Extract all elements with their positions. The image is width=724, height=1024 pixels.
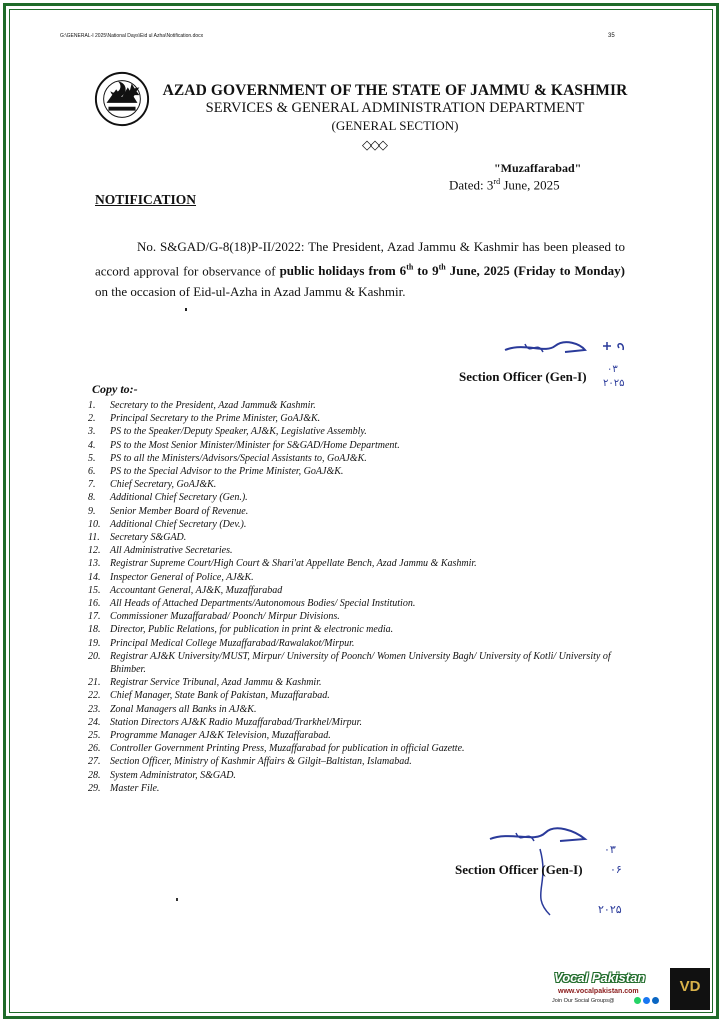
header-department-name: SERVICES & GENERAL ADMINISTRATION DEPARTMENT: [205, 100, 585, 116]
signature-date-year: ۲۰۲۵: [598, 904, 622, 916]
brand-name: Vocal Pakistan: [554, 970, 646, 985]
list-item: 12. All Administrative Secretaries.: [88, 545, 233, 557]
list-item: 4. PS to the Most Senior Minister/Minister for S&GAD/Home Department.: [88, 439, 400, 451]
list-item: 27. Section Officer, Ministry of Kashmir Affairs & Gilgit–Baltistan, Islamabad.: [88, 756, 412, 768]
list-item: 7. Chief Secretary, GoAJ&K.: [88, 479, 217, 491]
list-item: 26. Controller Government Printing Press, Muzaffarabad for publication in official Gazette.: [88, 743, 465, 755]
list-item: 19. Principal Medical College Muzaffarabad/Rawalakot/Mirpur.: [88, 637, 355, 649]
header-section-name: (GENERAL SECTION): [331, 118, 459, 133]
list-item: 29. Master File.: [88, 782, 160, 794]
ink-dot: [176, 898, 178, 901]
brand-url[interactable]: www.vocalpakistan.com: [558, 988, 639, 995]
place-of-issue: "Muzaffarabad": [494, 161, 582, 175]
signatory-title: Section Officer (Gen-I): [459, 369, 587, 384]
list-item: 20. Registrar AJ&K University/MUST, Mirpur/ University of Poonch/ Women University Bagh/ University of Kotli/ University of Bhimber.: [88, 650, 611, 676]
signatory-title: Section Officer (Gen-I): [455, 862, 583, 877]
list-item: 25. Programme Manager AJ&K Television, Muzaffarabad.: [88, 730, 331, 742]
list-item: 13. Registrar Supreme Court/High Court & Shari'at Appellate Bench, Azad Jammu & Kashmir.: [88, 558, 477, 570]
list-item: 8. Additional Chief Secretary (Gen.).: [88, 492, 248, 504]
list-item: 11. Secretary S&GAD.: [88, 532, 187, 544]
facebook-icon[interactable]: [643, 997, 650, 1004]
vocal-pakistan-branding: [536, 968, 716, 1012]
list-item: 24. Station Directors AJ&K Radio Muzaffarabad/Trarkhel/Mirpur.: [88, 716, 362, 728]
social-icons: [634, 997, 659, 1004]
notification-title: NOTIFICATION: [95, 192, 197, 207]
signature-mark-1: [495, 338, 635, 398]
brand-social-text: Join Our Social Groups@: [552, 998, 615, 1004]
list-item: 5. PS to all the Ministers/Advisors/Special Assistants to, GoAJ&K.: [88, 452, 367, 464]
linkedin-icon[interactable]: [652, 997, 659, 1004]
notification-body: No. S&GAD/G-8(18)P-II/2022: The President, Azad Jammu & Kashmir has been pleased to accord approval for observance of public holidays from 6th to 9th June, 2025 (Friday to Monday) on the occasion of Eid-ul-Azha in Azad Jammu & Kashmir.: [95, 239, 626, 300]
copy-to-label: Copy to:-: [92, 382, 138, 396]
list-item: 22. Chief Manager, State Bank of Pakistan, Muzaffarabad.: [88, 690, 330, 702]
signature-date-day: ۰۳: [607, 364, 618, 375]
ink-dot: [185, 308, 187, 311]
list-item: 21. Registrar Service Tribunal, Azad Jammu & Kashmir.: [88, 677, 322, 689]
signature-date-month: ۰۶: [610, 864, 622, 876]
list-item: 28. System Administrator, S&GAD.: [88, 769, 236, 781]
list-item: 2. Principal Secretary to the Prime Minister, GoAJ&K.: [88, 413, 321, 425]
list-item: 10. Additional Chief Secretary (Dev.).: [88, 518, 247, 530]
list-item: 1. Secretary to the President, Azad Jammu& Kashmir.: [88, 400, 316, 411]
list-item: 3. PS to the Speaker/Deputy Speaker, AJ&K, Legislative Assembly.: [88, 426, 367, 438]
signature-date-day: ۰۳: [604, 844, 616, 856]
list-item: 18. Director, Public Relations, for publication in print & electronic media.: [88, 624, 394, 636]
list-item: 14. Inspector General of Police, AJ&K.: [88, 571, 254, 583]
header-government-name: AZAD GOVERNMENT OF THE STATE OF JAMMU & KASHMIR: [162, 82, 628, 99]
list-item: 16. All Heads of Attached Departments/Autonomous Bodies/ Special Institution.: [88, 598, 416, 610]
list-item: 6. PS to the Special Advisor to the Prime Minister, GoAJ&K.: [88, 466, 344, 478]
copy-to-list: [88, 399, 648, 795]
list-item: 15. Accountant General, AJ&K, Muzaffarabad: [88, 584, 283, 596]
header-ornament: ◇◇◇: [362, 137, 386, 152]
list-item: 17. Commissioner Muzaffarabad/ Poonch/ Mirpur Divisions.: [88, 611, 340, 623]
file-path: G:\GENERAL-I 2025\National Days\Eid ul Azha\Notification.docx: [60, 33, 204, 39]
list-item: 23. Zonal Managers all Banks in AJ&K.: [88, 703, 257, 715]
issue-date: Dated: 3rd June, 2025: [449, 177, 560, 193]
page-number: 35: [608, 33, 615, 39]
whatsapp-icon[interactable]: [634, 997, 641, 1004]
signature-date-year: ۲۰۲۵: [603, 378, 625, 389]
brand-logo-icon: VD: [670, 968, 710, 1010]
list-item: 9. Senior Member Board of Revenue.: [88, 505, 249, 517]
